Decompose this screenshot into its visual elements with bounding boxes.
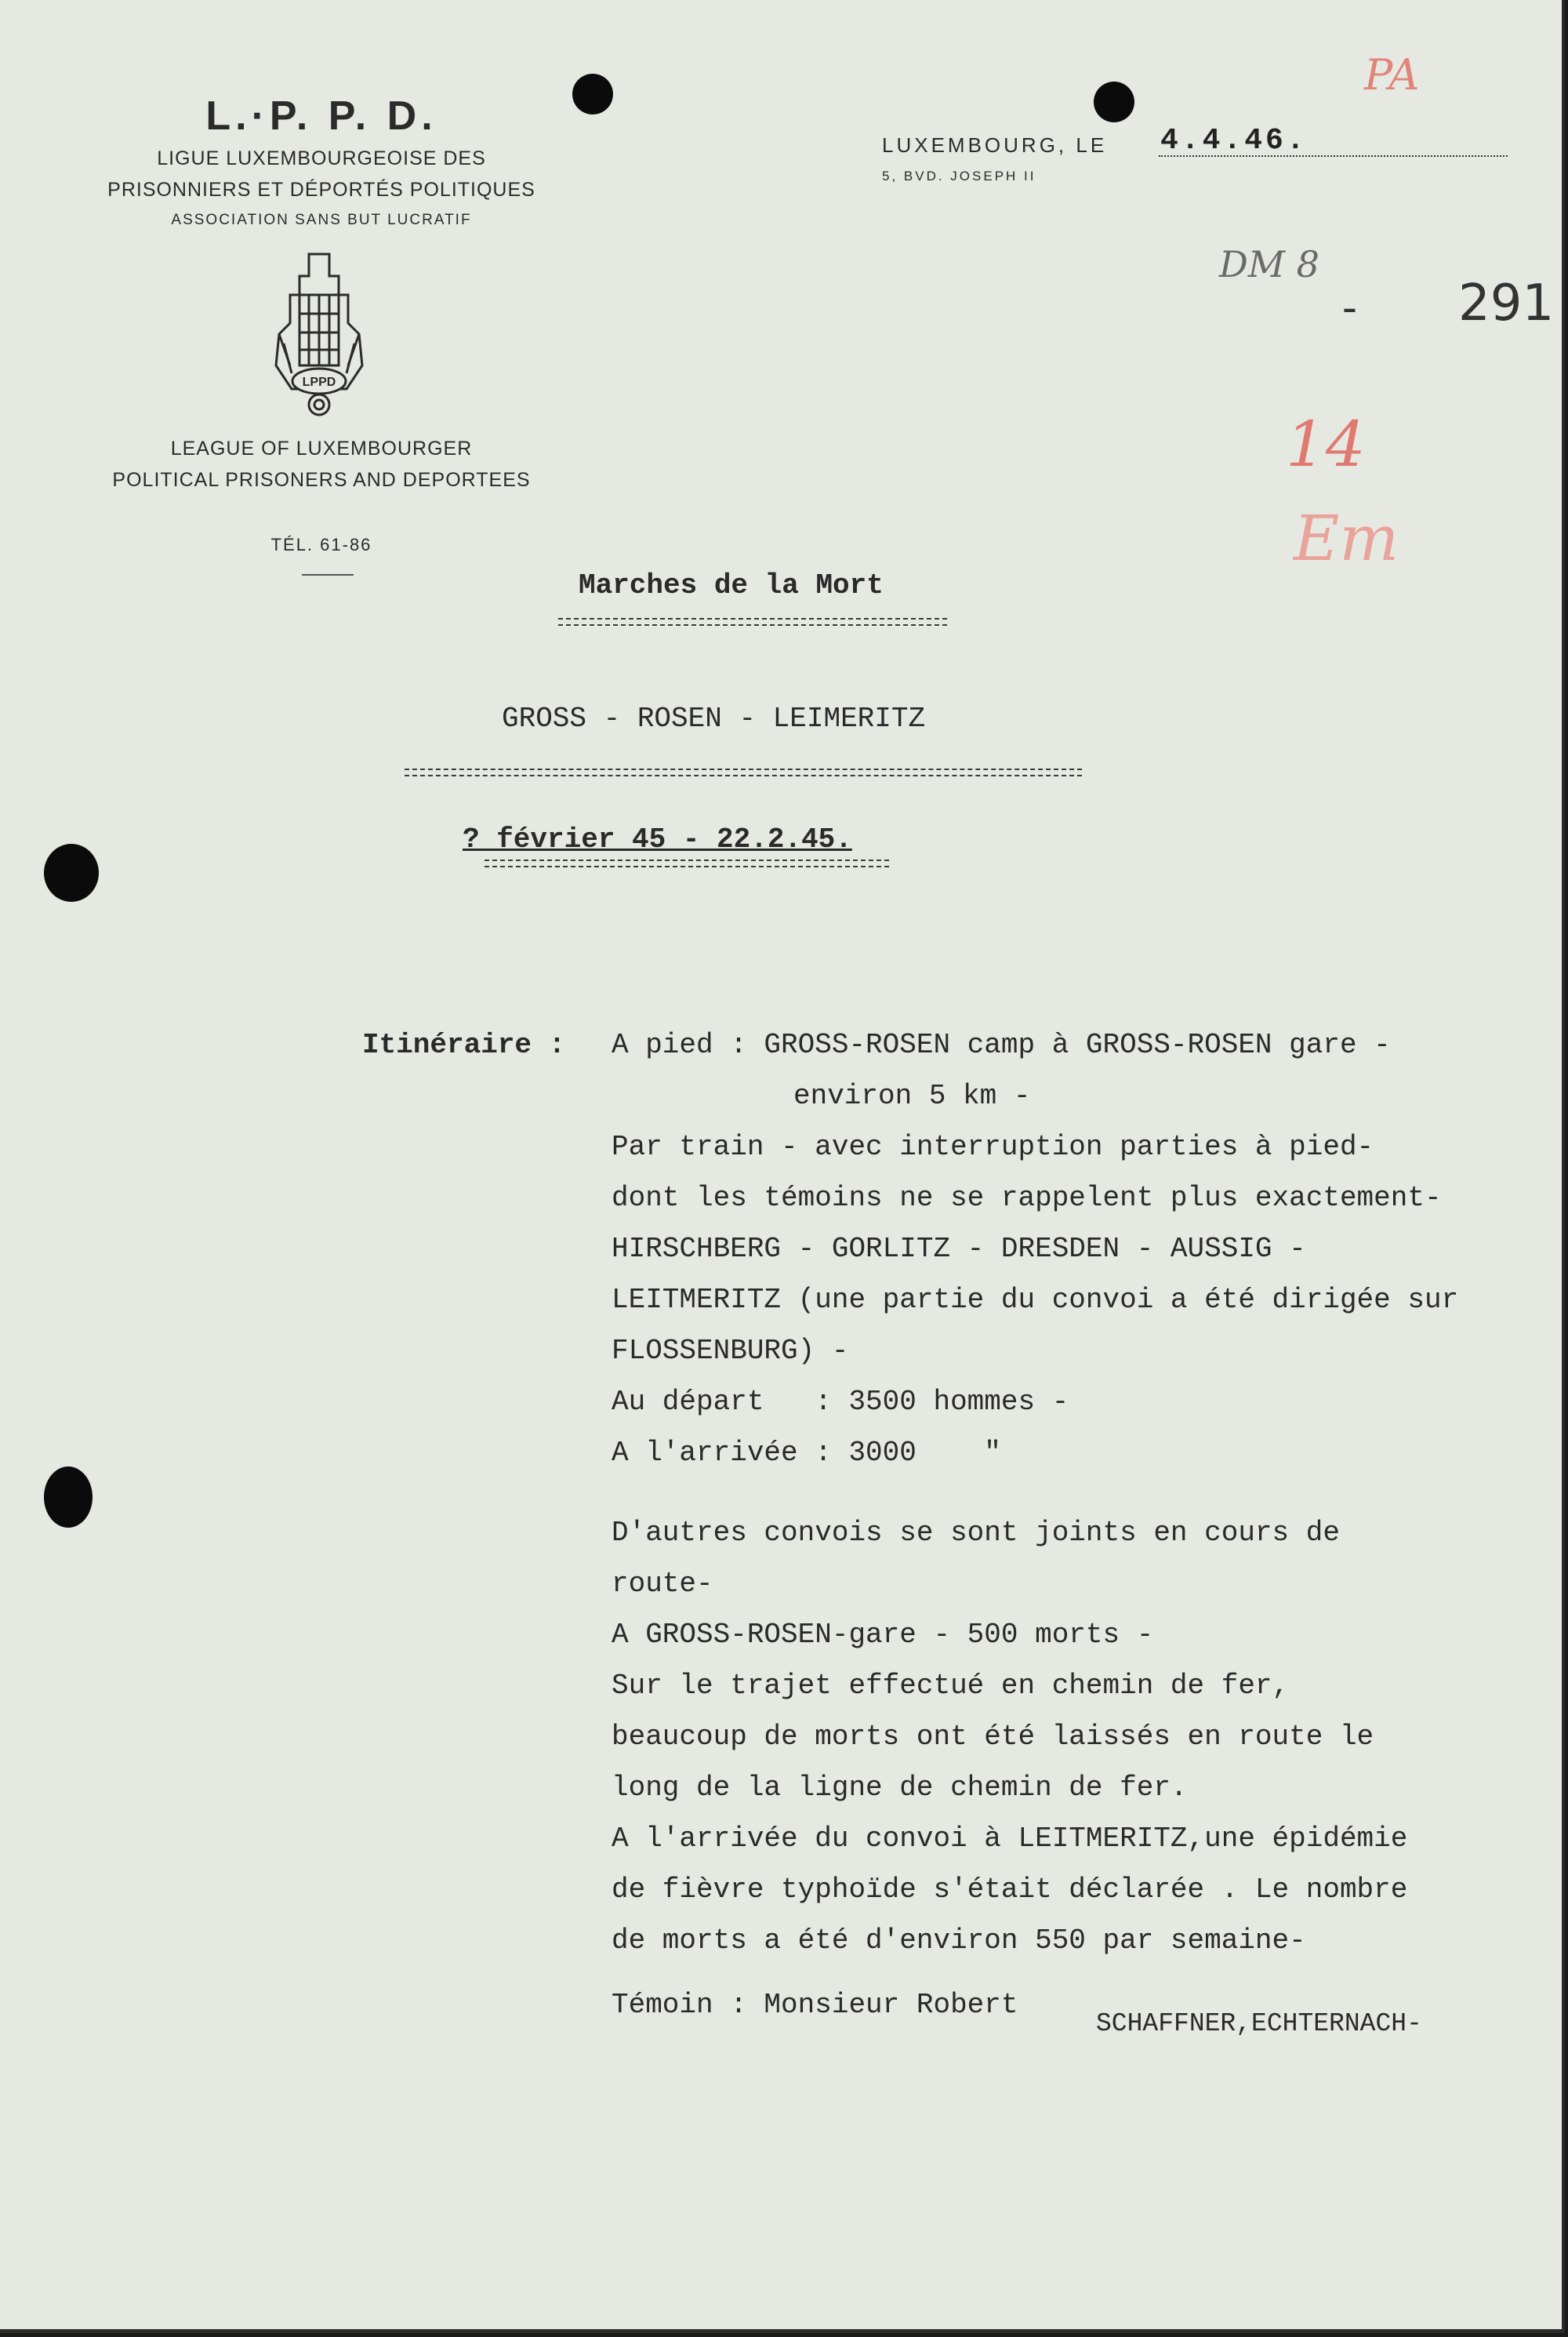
body-line: Sur le trajet effectué en chemin de fer, [612, 1670, 1290, 1702]
punch-hole [44, 844, 99, 902]
body-line: Par train - avec interruption parties à pied- [612, 1131, 1374, 1163]
body-line: A l'arrivée du convoi à LEITMERITZ,une épidémie [612, 1823, 1408, 1855]
org-en-line-2: POLITICAL PRISONERS AND DEPORTEES [112, 469, 531, 491]
city-date-label: LUXEMBOURG, LE [882, 133, 1108, 157]
red-scribble: PA [1364, 50, 1420, 100]
org-line-2: PRISONNIERS ET DÉPORTÉS POLITIQUES [107, 179, 535, 201]
svg-text:LPPD: LPPD [302, 376, 336, 389]
org-en-line-1: LEAGUE OF LUXEMBOURGER [170, 438, 473, 460]
date-dotted-line [1159, 155, 1508, 157]
body-line: beaucoup de morts ont été laissés en route le [612, 1721, 1374, 1753]
pencil-note: DM 8 [1219, 243, 1319, 285]
document-number: 291 [1458, 274, 1555, 333]
street-address: 5, BVD. JOSEPH II [882, 169, 1036, 184]
route-title: GROSS - ROSEN - LEIMERITZ [502, 703, 926, 735]
body-line: FLOSSENBURG) - [612, 1335, 849, 1367]
page-title: Marches de la Mort [579, 569, 884, 602]
body-line: HIRSCHBERG - GORLITZ - DRESDEN - AUSSIG - [612, 1233, 1306, 1265]
org-line-1: LIGUE LUXEMBOURGEOISE DES [157, 147, 486, 169]
body-line: route- [612, 1568, 713, 1600]
dates-double-underline [485, 860, 889, 867]
punch-hole [572, 74, 613, 114]
route-double-underline [405, 769, 1082, 776]
body-line: D'autres convois se sont joints en cours de [612, 1517, 1340, 1549]
stamp-prefix: - [1342, 282, 1357, 333]
itinerary-label: Itinéraire : [362, 1029, 566, 1061]
letter-date: 4.4.46. [1160, 124, 1308, 158]
letterhead-divider [302, 574, 354, 576]
title-double-underline [558, 618, 947, 626]
body-line: de fièvre typhoïde s'était déclarée . Le nombre [612, 1874, 1408, 1906]
body-line: environ 5 km - [793, 1080, 1031, 1112]
date-range: ? février 45 - 22.2.45. [463, 823, 852, 856]
body-line: long de la ligne de chemin de fer. [612, 1772, 1188, 1804]
body-line: A l'arrivée : 3000 " [612, 1437, 1001, 1469]
red-number: 14 [1286, 408, 1366, 481]
red-initials: Em [1294, 502, 1399, 575]
body-line: de morts a été d'environ 550 par semaine- [612, 1924, 1306, 1957]
punch-hole [44, 1467, 93, 1528]
body-line: LEITMERITZ (une partie du convoi a été dirigée sur [612, 1284, 1459, 1316]
witness-label: Témoin : Monsieur Robert [612, 1989, 1018, 2021]
lppd-emblem-icon [268, 248, 370, 422]
body-line: Au départ : 3500 hommes - [612, 1386, 1069, 1418]
punch-hole [1094, 82, 1134, 122]
org-line-3: ASSOCIATION SANS BUT LUCRATIF [171, 212, 472, 228]
org-name: L.·P. P. D. [205, 93, 437, 139]
body-line: A pied : GROSS-ROSEN camp à GROSS-ROSEN gare - [612, 1029, 1391, 1061]
org-telephone: TÉL. 61-86 [270, 535, 372, 554]
body-line: A GROSS-ROSEN-gare - 500 morts - [612, 1619, 1154, 1651]
witness-name: SCHAFFNER,ECHTERNACH- [1096, 2009, 1422, 2038]
body-line: dont les témoins ne se rappelent plus exactement- [612, 1182, 1442, 1214]
